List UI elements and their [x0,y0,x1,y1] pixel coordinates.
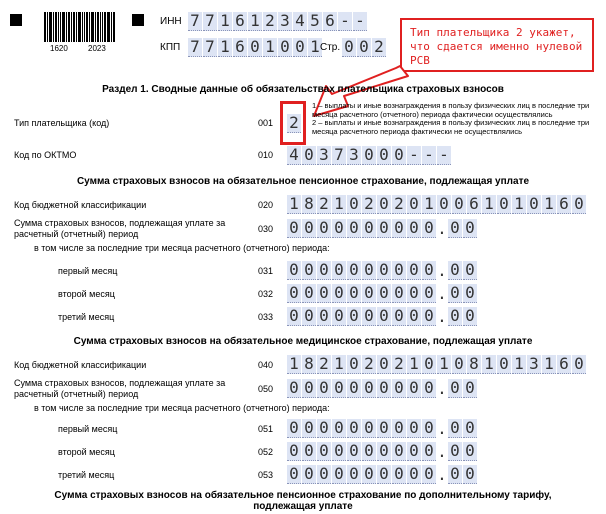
digit-cell: 1 [263,38,277,57]
digit-cell: 0 [362,442,376,461]
digit-cell: 0 [377,465,391,484]
pension-kbk-code: 020 [258,200,274,210]
digit-cell: 0 [287,465,301,484]
digit-cell: 0 [332,442,346,461]
digit-cell: 1 [482,195,496,214]
medical-month-3-label: третий месяц [58,470,115,480]
digit-cell: 7 [188,38,202,57]
digit-cell: 0 [392,419,406,438]
digit-cell: 6 [233,12,247,31]
barcode-number-right: 2023 [88,44,106,53]
digit-cell: 1 [512,355,526,374]
digit-cell: 0 [407,284,421,303]
payer-type-label: Тип плательщика (код) [14,118,110,128]
digit-cell: 1 [248,12,262,31]
inn-field[interactable] [188,12,367,31]
digit-cell: 0 [392,307,406,326]
digit-cell: 0 [437,195,451,214]
digit-cell: 7 [203,38,217,57]
callout-text: Тип плательщика 2 укажет, что сдается именно нулевой РСВ [410,26,583,67]
digit-cell: 1 [437,355,451,374]
medical-sub-label: в том числе за последние три месяца расчетного (отчетного) периода: [34,403,330,413]
digit-cell: 0 [392,284,406,303]
digit-cell: 0 [302,146,316,165]
medical-sum-field[interactable] [287,379,477,398]
digit-cell: 0 [377,419,391,438]
pension-title: Сумма страховых взносов на обязательное пенсионное страхование, подлежащая уплате [76,176,530,187]
decimal-separator: . [437,465,447,484]
digit-cell: 6 [323,12,337,31]
digit-cell: 0 [302,379,316,398]
pension-sum-code: 030 [258,224,274,234]
digit-cell: 0 [452,355,466,374]
medical-month-2-label: второй месяц [58,447,115,457]
digit-cell: 0 [287,442,301,461]
digit-cell: 1 [422,195,436,214]
digit-cell: - [437,146,451,165]
medical-month-1-code: 051 [258,424,274,434]
digit-cell: 0 [463,419,477,438]
digit-cell: 7 [332,146,346,165]
digit-cell: 0 [448,465,462,484]
digit-cell: 0 [422,219,436,238]
callout-box [400,18,594,72]
digit-cell: 0 [332,284,346,303]
digit-cell: 6 [557,195,571,214]
digit-cell: 0 [377,379,391,398]
digit-cell: 0 [302,419,316,438]
pension-month-3-code: 033 [258,312,274,322]
digit-cell: 1 [287,195,301,214]
digit-cell: 0 [463,442,477,461]
kpp-label: КПП [160,42,181,53]
digit-cell: 1 [308,38,322,57]
digit-cell: 2 [392,355,406,374]
digit-cell: 0 [448,379,462,398]
digit-cell: 8 [467,355,481,374]
digit-cell: 1 [542,355,556,374]
digit-cell: 0 [448,442,462,461]
digit-cell: 0 [422,442,436,461]
medical-month-3-field[interactable] [287,465,477,484]
digit-cell: - [353,12,367,31]
digit-cell: 0 [317,465,331,484]
oktmo-code: 010 [258,150,274,160]
payer-type-highlight [280,101,306,145]
digit-cell: 0 [407,261,421,280]
digit-cell: 0 [332,261,346,280]
digit-cell: 0 [302,465,316,484]
pension-month-1-field[interactable] [287,261,477,280]
digit-cell: 0 [448,261,462,280]
decimal-separator: . [437,379,447,398]
medical-kbk-field[interactable] [287,355,586,374]
digit-cell: 0 [317,219,331,238]
digit-cell: 0 [407,465,421,484]
kpp-field[interactable] [188,38,322,57]
digit-cell: 0 [302,284,316,303]
digit-cell: 0 [452,195,466,214]
digit-cell: 0 [347,195,361,214]
digit-cell: 0 [392,379,406,398]
page-number-field[interactable] [342,38,386,57]
digit-cell: 0 [422,379,436,398]
digit-cell: 0 [302,261,316,280]
digit-cell: 0 [392,465,406,484]
medical-month-3-code: 053 [258,470,274,480]
decimal-separator: . [437,307,447,326]
pension-month-1-code: 031 [258,266,274,276]
digit-cell: 0 [407,195,421,214]
digit-cell: 0 [463,219,477,238]
digit-cell: 2 [392,195,406,214]
digit-cell: 1 [218,38,232,57]
digit-cell: 0 [448,419,462,438]
digit-cell: 0 [392,261,406,280]
decimal-separator: . [437,284,447,303]
digit-cell: 0 [407,419,421,438]
digit-cell: 0 [463,307,477,326]
digit-cell: 2 [362,195,376,214]
digit-cell: 0 [392,146,406,165]
digit-cell: 0 [422,284,436,303]
digit-cell: 5 [308,12,322,31]
digit-cell: 0 [317,419,331,438]
digit-cell: 0 [287,284,301,303]
digit-cell: 0 [302,307,316,326]
digit-cell: 1 [407,355,421,374]
digit-cell: 0 [422,419,436,438]
pension-sub-label: в том числе за последние три месяца расчетного (отчетного) периода: [34,243,330,253]
digit-cell: 0 [497,195,511,214]
pension-sum-label: Сумма страховых взносов, подлежащая уплате за расчетный (отчетный) период [14,218,226,239]
digit-cell: 0 [347,419,361,438]
digit-cell: 3 [278,12,292,31]
digit-cell: 8 [302,355,316,374]
digit-cell: 6 [557,355,571,374]
digit-cell: 0 [347,261,361,280]
digit-cell: 0 [497,355,511,374]
digit-cell: 0 [572,195,586,214]
medical-sum-label: Сумма страховых взносов, подлежащая уплате за расчетный (отчетный) период [14,378,226,399]
digit-cell: 0 [317,442,331,461]
digit-cell: 0 [287,419,301,438]
decimal-separator: . [437,419,447,438]
digit-cell: 0 [278,38,292,57]
digit-cell: 0 [347,307,361,326]
page-label: Стр. [320,42,341,53]
digit-cell: 1 [542,195,556,214]
payer-type-code: 001 [258,118,274,128]
digit-cell: 0 [392,219,406,238]
barcode [44,12,115,42]
digit-cell: 0 [463,261,477,280]
digit-cell: 8 [302,195,316,214]
digit-cell: 4 [293,12,307,31]
medical-title: Сумма страховых взносов на обязательное медицинское страхование, подлежащая уплате [73,336,533,347]
digit-cell: 0 [362,284,376,303]
digit-cell: 0 [422,307,436,326]
digit-cell: 1 [332,355,346,374]
pension-month-3-field[interactable] [287,307,477,326]
digit-cell: 0 [463,465,477,484]
digit-cell: 0 [347,355,361,374]
digit-cell: 0 [407,379,421,398]
digit-cell: 0 [448,284,462,303]
digit-cell: 0 [362,419,376,438]
decimal-separator: . [437,442,447,461]
medical-month-1-label: первый месяц [58,424,118,434]
digit-cell: 0 [357,38,371,57]
digit-cell: 0 [362,379,376,398]
digit-cell: 0 [342,38,356,57]
digit-cell: 0 [407,442,421,461]
pension-month-3-label: третий месяц [58,312,115,322]
digit-cell: 0 [362,465,376,484]
medical-kbk-code: 040 [258,360,274,370]
digit-cell: 0 [347,219,361,238]
digit-cell: 2 [362,355,376,374]
digit-cell: 0 [287,379,301,398]
extra-tariff-title: Сумма страховых взносов на обязательное пенсионное страхование по дополнительному тарифу, подлежащая уплате [54,490,552,512]
digit-cell: 0 [377,355,391,374]
digit-cell: 1 [218,12,232,31]
digit-cell: 1 [332,195,346,214]
digit-cell: 0 [332,219,346,238]
pension-kbk-field[interactable] [287,195,586,214]
corner-marker [132,14,144,26]
digit-cell: 0 [377,284,391,303]
section-title: Раздел 1. Сводные данные об обязательствах плательщика страховых взносов [102,84,504,95]
decimal-separator: . [437,261,447,280]
digit-cell: 0 [317,284,331,303]
corner-marker [10,14,22,26]
oktmo-field[interactable] [287,146,451,165]
digit-cell: 0 [362,146,376,165]
digit-cell: 0 [362,261,376,280]
digit-cell: 0 [377,195,391,214]
digit-cell: 2 [372,38,386,57]
digit-cell: 0 [422,355,436,374]
digit-cell: 0 [317,379,331,398]
digit-cell: 0 [317,307,331,326]
digit-cell: 0 [362,307,376,326]
digit-cell: 0 [332,419,346,438]
digit-cell: - [422,146,436,165]
inn-label: ИНН [160,16,182,27]
pension-month-1-label: первый месяц [58,266,118,276]
digit-cell: 0 [332,379,346,398]
digit-cell: 0 [347,379,361,398]
digit-cell: 0 [448,219,462,238]
digit-cell: 1 [287,355,301,374]
digit-cell: 0 [302,442,316,461]
digit-cell: 4 [287,146,301,165]
digit-cell: 0 [377,307,391,326]
pension-month-2-code: 032 [258,289,274,299]
digit-cell: 0 [407,219,421,238]
digit-cell: - [338,12,352,31]
digit-cell: 0 [332,307,346,326]
digit-cell: 7 [188,12,202,31]
digit-cell: 0 [377,146,391,165]
digit-cell: 0 [317,261,331,280]
digit-cell: 0 [572,355,586,374]
digit-cell: 0 [463,284,477,303]
medical-month-2-field[interactable] [287,442,477,461]
digit-cell: 1 [512,195,526,214]
digit-cell: 7 [203,12,217,31]
digit-cell: 0 [347,284,361,303]
digit-cell: 0 [392,442,406,461]
digit-cell: 0 [407,307,421,326]
digit-cell: 0 [448,307,462,326]
payer-type-note: 1 – выплаты и иные вознаграждения в пользу физических лиц в последние три месяца расчетного (отчетного) периода фактически осуществлялись 2 – выплаты и иные вознаграждения в пользу физических лиц в последние три месяца расчетного периода фактически не осуществлялись [312,101,590,136]
pension-month-2-label: второй месяц [58,289,115,299]
digit-cell: 0 [527,195,541,214]
digit-cell: 2 [263,12,277,31]
decimal-separator: . [437,219,447,238]
digit-cell: 0 [422,261,436,280]
digit-cell: 0 [347,465,361,484]
digit-cell: 0 [377,442,391,461]
digit-cell: 0 [362,219,376,238]
digit-cell: 0 [287,219,301,238]
digit-cell: - [407,146,421,165]
pension-sum-field[interactable] [287,219,477,238]
digit-cell: 0 [248,38,262,57]
digit-cell: 6 [467,195,481,214]
digit-cell: 0 [293,38,307,57]
medical-month-1-field[interactable] [287,419,477,438]
digit-cell: 3 [347,146,361,165]
pension-kbk-label: Код бюджетной классификации [14,200,147,210]
digit-cell: 3 [527,355,541,374]
medical-kbk-label: Код бюджетной классификации [14,360,147,370]
digit-cell: 2 [317,195,331,214]
digit-cell: 0 [287,261,301,280]
barcode-number-left: 1620 [50,44,68,53]
medical-sum-code: 050 [258,384,274,394]
digit-cell: 0 [463,379,477,398]
digit-cell: 0 [302,219,316,238]
digit-cell: 0 [287,307,301,326]
oktmo-label: Код по ОКТМО [14,150,77,160]
digit-cell: 0 [347,442,361,461]
digit-cell: 0 [422,465,436,484]
digit-cell: 1 [482,355,496,374]
digit-cell: 0 [332,465,346,484]
digit-cell: 2 [317,355,331,374]
digit-cell: 6 [233,38,247,57]
payer-type-value: 2 [287,114,301,133]
digit-cell: 3 [317,146,331,165]
pension-month-2-field[interactable] [287,284,477,303]
medical-month-2-code: 052 [258,447,274,457]
digit-cell: 0 [377,261,391,280]
digit-cell: 0 [377,219,391,238]
